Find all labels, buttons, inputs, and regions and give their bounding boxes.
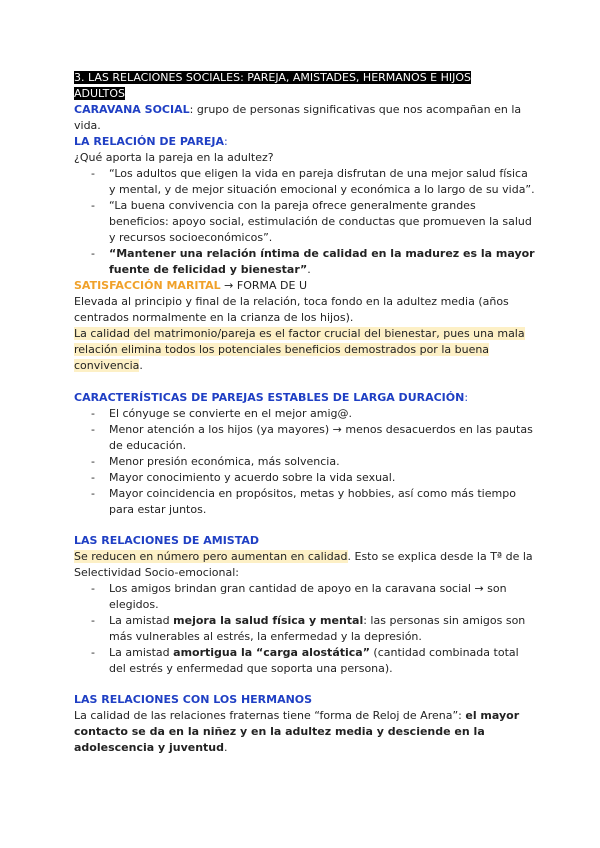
- satisfaccion-text: Elevada al principio y final de la relación, toca fondo en la adultez media (años centrados normalmente en la crianza de los hijos).: [74, 295, 509, 324]
- amistad-text: . Esto se explica desde la Tª de la Selectividad Socio-emocional:: [74, 550, 533, 579]
- section-title-line1: 3. LAS RELACIONES SOCIALES: PAREJA, AMISTADES, HERMANOS E HIJOS: [74, 71, 472, 84]
- section-title-line2: ADULTOS: [74, 87, 126, 100]
- amistad-highlight: Se reducen en número pero aumentan en calidad: [74, 550, 348, 563]
- amistad-item2-bold: mejora la salud física y mental: [173, 614, 364, 627]
- satisfaccion-highlight-paragraph: [74, 326, 536, 374]
- caravana-label: CARAVANA SOCIAL: [74, 103, 190, 116]
- hermanos-end: .: [224, 741, 228, 754]
- caracteristicas-heading: [74, 390, 536, 406]
- satisfaccion-highlight: La calidad del matrimonio/pareja es el factor crucial del bienestar, pues una mala relación elimina todos los potenciales beneficios demostrados por la buena convivencia: [74, 327, 525, 372]
- pareja-heading: [74, 134, 536, 150]
- list-item: - “Los adultos que eligen la vida en pareja disfrutan de una mejor salud física y mental, y de mejor situación emocional y económica a lo largo de su vida”.: [74, 166, 536, 198]
- amistad-item2-post: : las personas sin amigos son más vulnerables al estrés, la enfermedad y la depresión.: [109, 614, 526, 643]
- pareja-bold-quote: “Mantener una relación íntima de calidad en la madurez es la mayor fuente de felicidad y bienestar”: [109, 247, 535, 276]
- pareja-list: [74, 166, 536, 278]
- section-title: [74, 70, 536, 102]
- hermanos-heading: LAS RELACIONES CON LOS HERMANOS: [74, 693, 313, 706]
- list-item: - Menor presión económica, más solvencia.: [74, 454, 536, 470]
- satisfaccion-label: SATISFACCIÓN MARITAL: [74, 279, 221, 292]
- list-item: - Mayor conocimiento y acuerdo sobre la vida sexual.: [74, 470, 536, 486]
- amistad-item3-pre: La amistad: [109, 646, 174, 659]
- pareja-heading-colon: :: [224, 135, 228, 148]
- pareja-question: ¿Qué aporta la pareja en la adultez?: [74, 151, 274, 164]
- list-item: - Menor atención a los hijos (ya mayores) → menos desacuerdos en las pautas de educación.: [74, 422, 536, 454]
- list-item: - Mayor coincidencia en propósitos, metas y hobbies, así como más tiempo para estar juntos.: [74, 486, 536, 518]
- amistad-item2-pre: La amistad: [109, 614, 174, 627]
- amistad-heading: LAS RELACIONES DE AMISTAD: [74, 534, 260, 547]
- pareja-heading-text: LA RELACIÓN DE PAREJA: [74, 135, 225, 148]
- amistad-list: [74, 581, 536, 677]
- hermanos-bold: el mayor contacto se da en la niñez y en la adultez media y desciende en la adolescencia y juventud: [74, 709, 520, 754]
- amistad-item3-post: (cantidad combinada total del estrés y enfermedad que soporta una persona).: [109, 646, 519, 675]
- caravana-text: : grupo de personas significativas que nos acompañan en la vida.: [74, 103, 522, 132]
- hermanos-paragraph: [74, 708, 536, 756]
- list-item: - “La buena convivencia con la pareja ofrece generalmente grandes beneficios: apoyo social, estimulación de conductas que promueven la salud y recursos socioeconómicos”.: [74, 198, 536, 246]
- list-item: [74, 613, 536, 645]
- pareja-bold-quote-end: .: [307, 263, 311, 276]
- caracteristicas-heading-text: CARACTERÍSTICAS DE PAREJAS ESTABLES DE LARGA DURACIÓN: [74, 391, 465, 404]
- hermanos-text: La calidad de las relaciones fraternas tiene “forma de Reloj de Arena”:: [74, 709, 466, 722]
- list-item: - El cónyuge se convierte en el mejor amig@.: [74, 406, 536, 422]
- list-item: [74, 645, 536, 677]
- satisfaccion-arrow-text: → FORMA DE U: [220, 279, 308, 292]
- list-item: - Los amigos brindan gran cantidad de apoyo en la caravana social → son elegidos.: [74, 581, 536, 613]
- list-item: [74, 246, 536, 278]
- caravana-paragraph: [74, 102, 536, 134]
- document-page: [74, 70, 536, 756]
- satisfaccion-highlight-end: .: [139, 359, 143, 372]
- amistad-item3-bold: amortigua la “carga alostática”: [173, 646, 370, 659]
- caracteristicas-list: [74, 406, 536, 518]
- satisfaccion-heading: [74, 278, 536, 294]
- caracteristicas-heading-colon: :: [464, 391, 469, 404]
- amistad-paragraph: [74, 549, 536, 581]
